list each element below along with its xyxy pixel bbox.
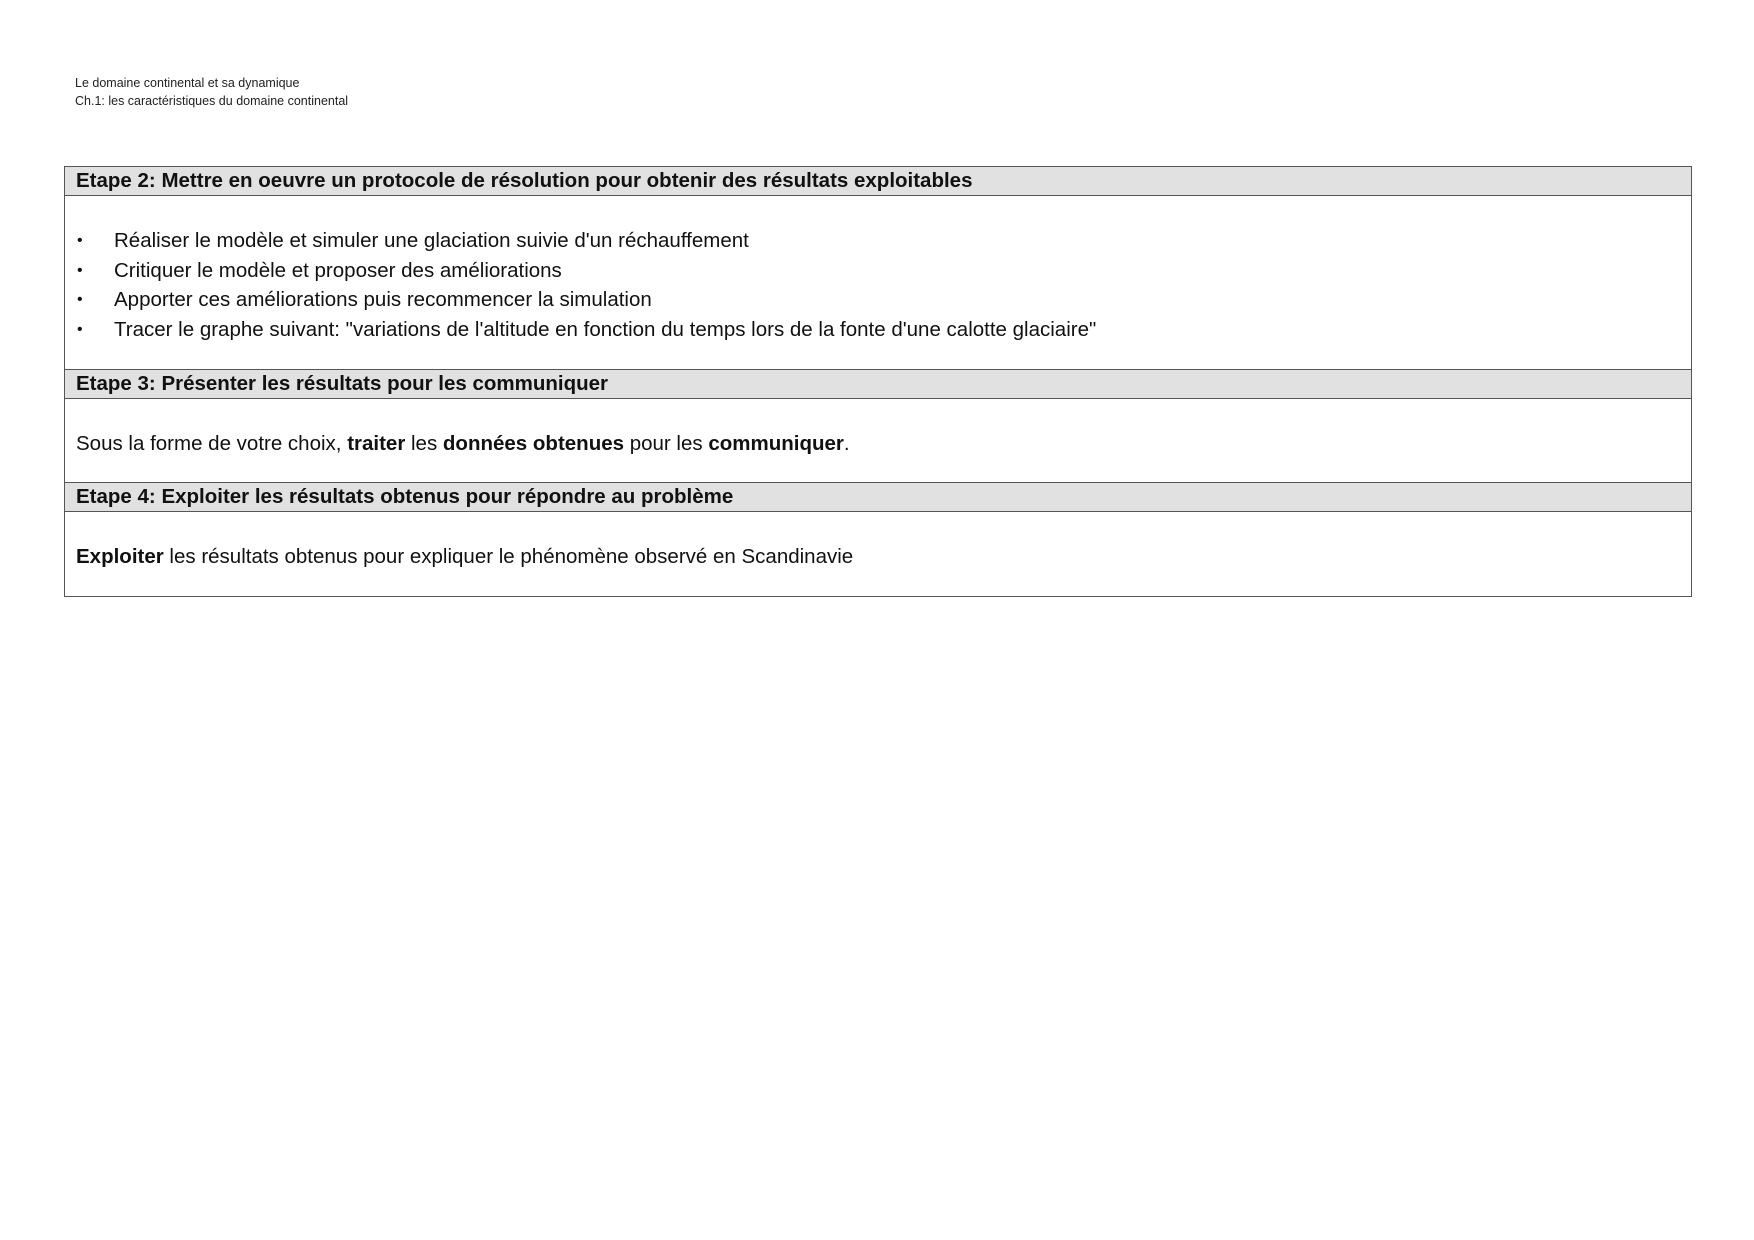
step-4-body [65, 512, 1691, 596]
list-item [76, 226, 1691, 256]
step-3-instruction [76, 429, 1691, 458]
step-4-instruction [76, 542, 1691, 571]
step-4-title: Etape 4: Exploiter les résultats obtenus pour répondre au problème [65, 483, 1691, 512]
list-item-text: Critiquer le modèle et proposer des améliorations [114, 258, 562, 282]
step-3-text-part: les [405, 432, 443, 455]
step-3-keyword-communiquer: communiquer [708, 432, 844, 455]
step-3-text-part: . [843, 432, 850, 455]
list-item [76, 315, 1691, 345]
step-3-keyword-donnees: données obtenues [442, 432, 625, 455]
bullet-icon: • [77, 320, 83, 338]
list-item [76, 256, 1691, 286]
step-2-list [76, 226, 1691, 344]
step-3-title: Etape 3: Présenter les résultats pour les communiquer [65, 370, 1691, 399]
bullet-icon: • [77, 232, 83, 249]
document-header [75, 74, 348, 110]
step-3-keyword-traiter: traiter [347, 432, 406, 455]
header-chapter-title: Ch.1: les caractéristiques du domaine continental [75, 94, 349, 108]
step-4-text-part: les résultats obtenus pour expliquer le phénomène observé en Scandinavie [163, 545, 854, 568]
bullet-icon: • [77, 261, 83, 279]
step-2-body [65, 196, 1691, 370]
step-3-text-part: Sous la forme de votre choix, [76, 432, 348, 455]
step-3-text-part: pour les [624, 432, 709, 455]
step-3-body [65, 399, 1691, 483]
list-item [76, 285, 1691, 315]
step-2-title: Etape 2: Mettre en oeuvre un protocole de résolution pour obtenir des résultats exploitables [65, 167, 1691, 196]
list-item-text: Réaliser le modèle et simuler une glaciation suivie d'un réchauffement [114, 229, 749, 252]
step-4-keyword-exploiter: Exploiter [76, 545, 164, 568]
list-item-text: Apporter ces améliorations puis recommencer la simulation [114, 288, 652, 311]
list-item-text: Tracer le graphe suivant: "variations de l'altitude en fonction du temps lors de la fonte d'une calotte glaciaire" [114, 317, 1097, 341]
header-course-title: Le domaine continental et sa dynamique [75, 76, 300, 90]
bullet-icon: • [77, 291, 83, 308]
steps-table [64, 166, 1692, 597]
